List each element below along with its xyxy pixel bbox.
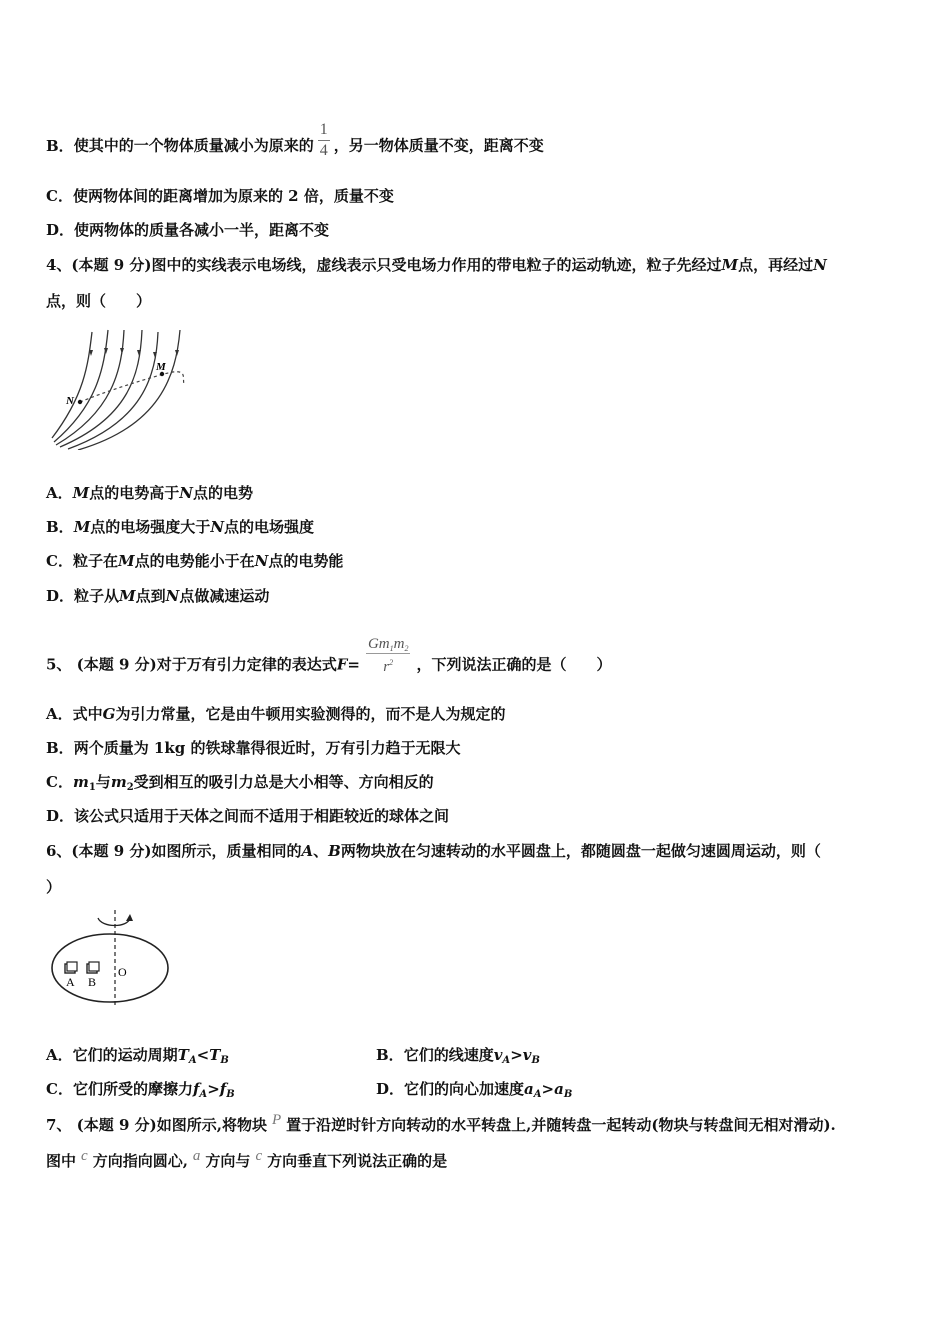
label-o: O bbox=[118, 965, 127, 979]
q4-option-c: C．粒子在M点的电势能小于在N点的电势能 bbox=[46, 552, 344, 570]
q5-option-a: A．式中G为引力常量，它是由牛顿用实验测得的，而不是人为规定的 bbox=[46, 705, 506, 723]
label-a: A bbox=[66, 975, 75, 989]
q3-option-b bbox=[46, 121, 544, 167]
q5-option-c: C．$m_1$与$m_2$受到相互的吸引力总是大小相等、方向相反的 bbox=[46, 773, 434, 793]
option-text: ，另一物体质量不变，距离不变 bbox=[333, 136, 544, 155]
option-label: B． bbox=[46, 136, 74, 155]
electric-field-figure bbox=[44, 326, 194, 450]
q6-option-c: C．它们所受的摩擦力$f_A>f_B$ bbox=[46, 1080, 235, 1100]
rotating-disk-figure bbox=[48, 906, 178, 1006]
q6-stem-cont: ） bbox=[46, 878, 62, 896]
label-b: B bbox=[88, 975, 97, 989]
q4-option-a: A．M点的电势高于N点的电势 bbox=[46, 484, 253, 502]
q6-option-a: A．它们的运动周期$T_A<T_B$ bbox=[46, 1046, 229, 1066]
q4-stem-cont: 点，则（ ） bbox=[46, 292, 152, 310]
q4-stem: 4、(本题 9 分)图中的实线表示电场线，虚线表示只受电场力作用的带电粒子的运动轨迹，粒子先经过M点，再经过N bbox=[46, 256, 827, 274]
gravitation-formula: $\frac{Gm_1m_2}{r^2}$ bbox=[367, 636, 409, 675]
option-text: 使两物体间的距离增加为原来的 2 倍，质量不变 bbox=[72, 187, 394, 205]
q4-option-b: B．M点的电场强度大于N点的电场强度 bbox=[46, 518, 315, 536]
q6-option-b: B．它们的线速度$v_A>v_B$ bbox=[376, 1046, 540, 1066]
point-n bbox=[78, 400, 82, 404]
fraction-one-quarter: $\frac{1}{4}$ bbox=[319, 121, 328, 159]
q5-stem: 5、 (本题 9 分)对于万有引力定律的表达式F= $\frac{Gm_1m_2}{r^2}$ ，下列说法正确的是（ ） bbox=[46, 636, 612, 675]
q4-option-d: D．粒子从M点到N点做减速运动 bbox=[46, 587, 270, 605]
q5-option-d: D．该公式只适用于天体之间而不适用于相距较近的球体之间 bbox=[46, 807, 450, 825]
q6-stem: 6、(本题 9 分)如图所示，质量相同的A、B两物块放在匀速转动的水平圆盘上，都随圆盘一起做匀速圆周运动，则（ bbox=[46, 842, 821, 860]
label-n: N bbox=[66, 395, 74, 407]
q6-option-d: D．它们的向心加速度$a_A>a_B$ bbox=[376, 1080, 573, 1100]
label-m: M bbox=[156, 361, 166, 373]
option-text: 使两物体的质量各减小一半，距离不变 bbox=[74, 221, 330, 239]
q3-option-c: C．使两物体间的距离增加为原来的 2 倍，质量不变 bbox=[46, 187, 394, 205]
q3-option-d: D．使两物体的质量各减小一半，距离不变 bbox=[46, 221, 330, 239]
q7-stem: 7、 (本题 9 分)如图所示,将物块 P 置于沿逆时针方向转动的水平转盘上,并随转盘一起转动(物块与转盘间无相对滑动). bbox=[46, 1112, 836, 1134]
option-text: 使其中的一个物体质量减小为原来的 bbox=[73, 136, 314, 155]
q5-option-b: B．两个质量为 1kg 的铁球靠得很近时，万有引力趋于无限大 bbox=[46, 739, 461, 757]
q7-stem-cont: 图中 c 方向指向圆心, a 方向与 c 方向垂直下列说法正确的是 bbox=[46, 1148, 448, 1170]
